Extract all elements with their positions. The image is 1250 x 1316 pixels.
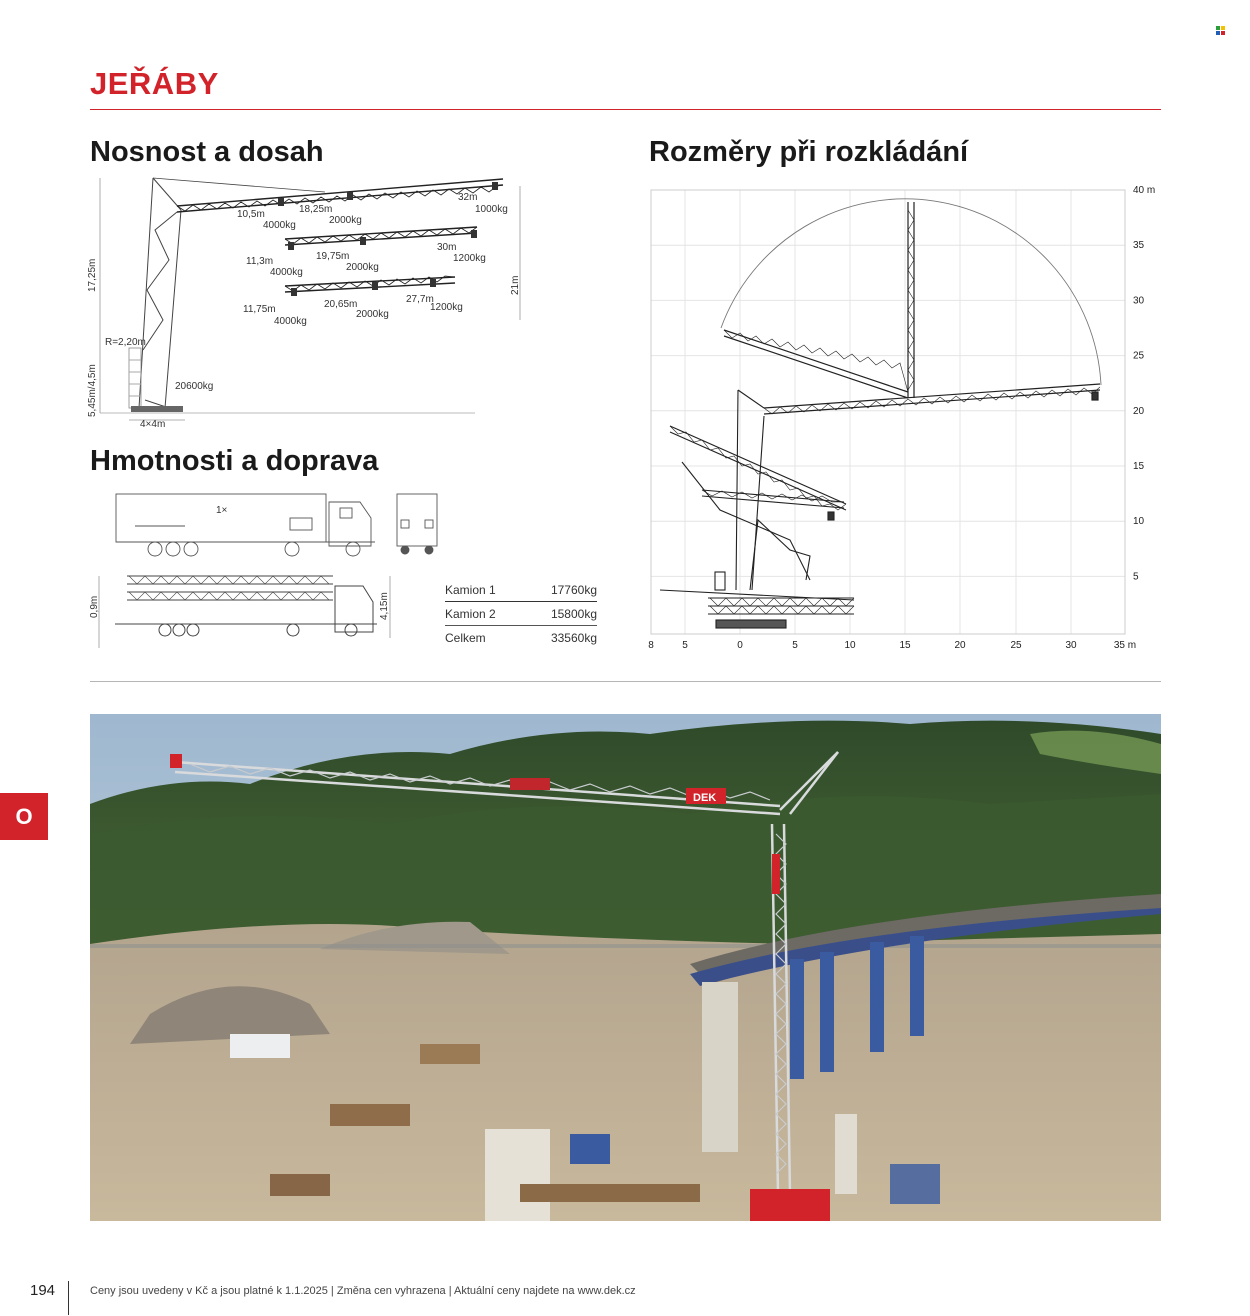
reach-arc (721, 199, 1101, 385)
truck1-count-label: 1× (216, 505, 228, 516)
x-tick-label: 30 (1065, 640, 1077, 651)
base-height-label: 5,45m/4,5m (87, 364, 98, 417)
jib1-radius-2: 18,25m (299, 204, 333, 215)
y-tick-label: 30 (1133, 295, 1145, 307)
page-title: JEŘÁBY (90, 66, 219, 101)
weights-row-value: 33560kg (550, 631, 597, 645)
jib1-load-1: 4000kg (263, 220, 296, 231)
x-tick-label: 0 (737, 640, 743, 651)
x-tick-label: 8 (648, 640, 654, 651)
jib3-radius-3: 27,7m (406, 294, 434, 305)
weights-row-name: Celkem (445, 631, 486, 645)
crane-folding (670, 390, 846, 590)
weights-row-name: Kamion 1 (445, 583, 496, 597)
weights-row-value: 15800kg (550, 607, 597, 621)
jib2-radius-2: 19,75m (316, 251, 350, 262)
footer-divider (68, 1281, 69, 1315)
x-tick-label: 5 (682, 640, 688, 651)
y-tick-label: 25 (1133, 350, 1145, 362)
unfold-heading: Rozměry při rozkládání (649, 136, 969, 168)
height-left-label: 17,25m (87, 258, 98, 292)
transport-total-height-label: 4,15m (379, 592, 390, 620)
y-tick-label: 5 (1133, 571, 1139, 583)
x-tick-label: 15 (899, 640, 911, 651)
x-tick-label: 35 m (1113, 640, 1137, 651)
footer-note: Ceny jsou uvedeny v Kč a jsou platné k 1.1.2025 | Změna cen vyhrazena | Aktuální ceny najdete na www.dek.cz (90, 1285, 636, 1297)
jib3-load-1: 4000kg (274, 316, 307, 327)
jib2-load-2: 2000kg (346, 262, 379, 273)
weights-row-total (445, 626, 597, 650)
crane-folded (660, 520, 854, 628)
jib3-radius-2: 20,65m (324, 299, 358, 310)
transport-heading: Hmotnosti a doprava (90, 445, 379, 477)
jib3-radius-1: 11,75m (243, 304, 276, 315)
section-tab: O (0, 793, 48, 840)
weights-row (445, 602, 597, 626)
y-tick-label: 15 (1133, 461, 1145, 472)
x-tick-label: 20 (954, 640, 966, 651)
jib1-load-2: 2000kg (329, 215, 362, 226)
jib2-radius-3: 30m (437, 242, 457, 253)
page-number: 194 (30, 1282, 56, 1299)
title-divider (90, 109, 1161, 110)
transport-height-label: 0,9m (89, 595, 100, 618)
jib1-load-3: 1000kg (475, 204, 508, 215)
x-tick-label: 5 (792, 640, 798, 651)
jib1-radius-1: 10,5m (237, 209, 265, 220)
jib2-load-3: 1200kg (453, 253, 486, 264)
y-tick-label: 40 m (1133, 185, 1156, 196)
jib1-radius-3: 32m (458, 192, 478, 203)
y-tick-label: 35 (1133, 240, 1145, 252)
capacity-diagram (85, 170, 535, 440)
unfold-chart (640, 180, 1180, 660)
radius-label: R=2,20m (105, 337, 146, 348)
corner-logo-mark (1216, 26, 1225, 35)
capacity-heading: Nosnost a dosah (90, 136, 324, 168)
x-tick-label: 10 (844, 640, 856, 651)
footprint-label: 4×4m (140, 419, 166, 430)
jib2-radius-1: 11,3m (246, 256, 274, 267)
weights-row-name: Kamion 2 (445, 607, 496, 621)
construction-photo (90, 714, 1161, 1221)
x-tick-label: 25 (1010, 640, 1022, 651)
y-tick-label: 10 (1133, 516, 1145, 528)
weights-row (445, 578, 597, 602)
jib3-load-2: 2000kg (356, 309, 389, 320)
height-right-label: 21m (510, 275, 521, 295)
chart-frame (651, 190, 1125, 634)
jib3-load-3: 1200kg (430, 302, 463, 313)
ballast-label: 20600kg (175, 381, 214, 392)
crane-brand-logo: DEK (693, 792, 717, 804)
transport-diagram (85, 488, 445, 648)
y-tick-label: 20 (1133, 405, 1145, 417)
jib2-load-1: 4000kg (270, 267, 303, 278)
crane-erected (724, 202, 1100, 414)
section-divider (90, 681, 1161, 682)
weights-row-value: 17760kg (550, 583, 597, 597)
weights-table (445, 578, 597, 650)
